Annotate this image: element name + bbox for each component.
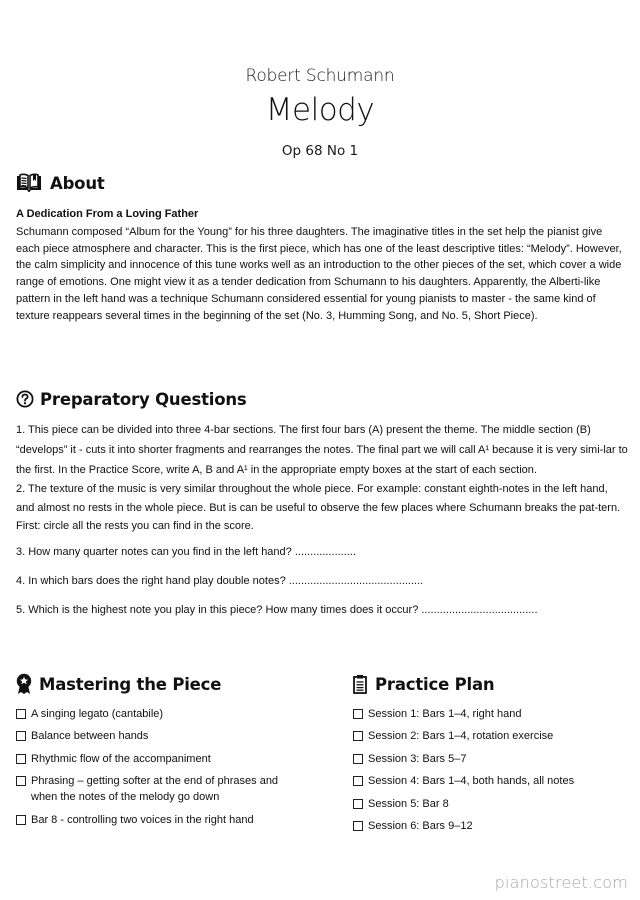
checkbox[interactable] [353, 754, 363, 764]
checkbox[interactable] [16, 731, 26, 741]
question-5: 5. Which is the highest note you play in this piece? How many times does it occur? ...................................... [16, 604, 538, 616]
open-book-icon [16, 172, 42, 194]
composer-name: Robert Schumann [245, 66, 395, 86]
mastering-item[interactable]: Balance between hands [16, 728, 316, 744]
checkbox[interactable] [353, 776, 363, 786]
practice-session-item[interactable]: Session 3: Bars 5–7 [353, 751, 623, 767]
checkbox[interactable] [16, 754, 26, 764]
practice-session-item[interactable]: Session 2: Bars 1–4, rotation exercise [353, 728, 623, 744]
practice-session-item[interactable]: Session 6: Bars 9–12 [353, 818, 623, 834]
checkbox[interactable] [353, 709, 363, 719]
practice-plan-heading [353, 673, 494, 695]
piece-title: Melody [265, 92, 375, 128]
mastering-item[interactable]: Rhythmic flow of the accompaniment [16, 751, 316, 767]
checkbox[interactable] [353, 821, 363, 831]
brand-footer: pianostreet.com [494, 873, 628, 892]
about-subheading: A Dedication From a Loving Father [16, 208, 199, 220]
about-heading [16, 172, 105, 194]
question-circle-icon [16, 388, 34, 410]
checkbox[interactable] [16, 776, 26, 786]
checkbox[interactable] [16, 815, 26, 825]
preparatory-heading-text: Preparatory Questions [40, 389, 247, 409]
mastering-item[interactable]: Phrasing – getting softer at the end of phrases and when the notes of the melody go down [16, 773, 306, 805]
practice-session-item[interactable]: Session 5: Bar 8 [353, 796, 623, 812]
mastering-heading-text: Mastering the Piece [39, 674, 222, 694]
question-3: 3. How many quarter notes can you find in the left hand? .................... [16, 546, 356, 558]
practice-session-item[interactable]: Session 1: Bars 1–4, right hand [353, 706, 623, 722]
checkbox[interactable] [16, 709, 26, 719]
question-1: 1. This piece can be divided into three 4-bar sections. The first four bars (A) present the theme. The middle section (B) “develops” it - cuts it into shorter fragments and rearranges the notes. The final part we will call A¹ because it is very simi-lar to the first. In the Practice Score, write A, B and A¹ in the appropriate empty boxes at the start of each section. [16, 424, 628, 476]
mastering-checklist [16, 706, 316, 834]
about-heading-text: About [50, 173, 105, 193]
mastering-item[interactable]: A singing legato (cantabile) [16, 706, 316, 722]
opus-number: Op 68 No 1 [281, 143, 359, 159]
mastering-heading [16, 673, 221, 695]
about-paragraph: Schumann composed “Album for the Young” for his three daughters. The imaginative titles in the set help the pianist give each piece atmosphere and character. This is the first piece, which has one of the least descriptive titles: “Melody”. However, the calm simplicity and innocence of this tune works well as an introduction to the other pieces of the set, which cover a wide range of emotions. One might view it as a tender dedication from Schumann to his daughters. Apparently, the Alberti-like pattern in the left hand was a technique Schumann considered essential for young pianists to master - the same kind of texture reappears several times in the beginning of the set (No. 3, Humming Song, and No. 5, Short Piece). [16, 226, 622, 322]
checkbox[interactable] [353, 799, 363, 809]
practice-plan-checklist [353, 706, 623, 840]
clipboard-list-icon [353, 673, 367, 695]
practice-plan-heading-text: Practice Plan [375, 674, 495, 694]
award-ribbon-icon [16, 673, 32, 695]
preparatory-questions-heading [16, 388, 247, 410]
question-4: 4. In which bars does the right hand play double notes? ............................................ [16, 575, 424, 587]
checkbox[interactable] [353, 731, 363, 741]
practice-session-item[interactable]: Session 4: Bars 1–4, both hands, all notes [353, 773, 623, 789]
mastering-item[interactable]: Bar 8 - controlling two voices in the right hand [16, 812, 316, 828]
question-2: 2. The texture of the music is very similar throughout the whole piece. For example: constant eighth-notes in the left hand, and almost no rests in the whole piece. But is can be useful to observe the few places where Schumann breaks the pat-tern. First: circle all the rests you can find in the score. [16, 483, 621, 533]
